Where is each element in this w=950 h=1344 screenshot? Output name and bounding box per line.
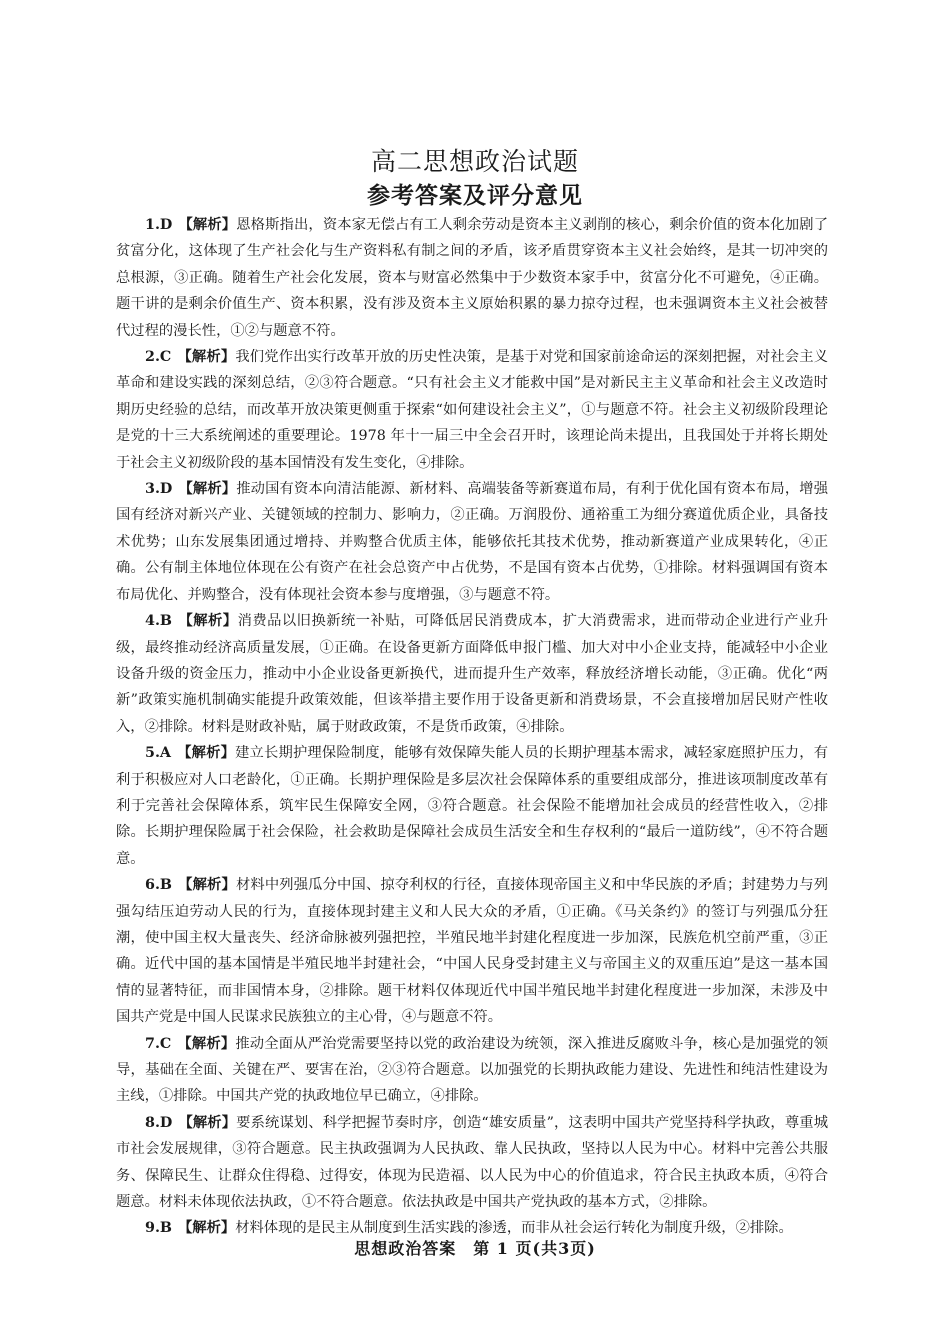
analysis-tag: 【解析】 bbox=[178, 877, 236, 894]
answer-text: 推动国有资本向清洁能源、新材料、高端装备等新赛道布局，有利于优化国有资本布局，增强国有经济对新兴产业、关键领域的控制力、影响力，②正确。万润股份、通裕重工为细分赛道优质企业，具备技术优势；山东发展集团通过增持、并购整合优质主体，能够依托其技术优势，推动新赛道产业成果转化，④正确。公有制主体地位体现在公有资产在社会总资产中占优势，不是国有资本占优势，①排除。材料强调国有资本布局优化、并购整合，没有体现社会资本参与度增强，③与题意不符。 bbox=[116, 481, 828, 603]
answer-number: 1.D bbox=[145, 217, 173, 233]
answer-text: 恩格斯指出，资本家无偿占有工人剩余劳动是资本主义剥削的核心，剩余价值的资本化加剧了贫富分化，这体现了生产社会化与生产资料私有制之间的矛盾，该矛盾贯穿资本主义社会始终，是其一切冲突的总根源，③正确。随着生产社会化发展，资本与财富必然集中于少数资本家手中，贫富分化不可避免，④正确。题干讲的是剩余价值生产、资本积累，没有涉及资本主义原始积累的暴力掠夺过程，也未强调资本主义社会被替代过程的漫长性，①②与题意不符。 bbox=[116, 217, 828, 339]
answer-number: 4.B bbox=[145, 613, 173, 630]
analysis-tag: 【解析】 bbox=[178, 1220, 236, 1237]
answer-item bbox=[116, 344, 828, 476]
analysis-tag: 【解析】 bbox=[177, 745, 236, 762]
answer-item bbox=[116, 212, 828, 344]
page-footer: 思想政治答案 第 1 页(共3页) bbox=[354, 1239, 596, 1258]
analysis-tag: 【解析】 bbox=[178, 1114, 237, 1131]
answer-item bbox=[116, 476, 828, 608]
answer-number: 3.D bbox=[145, 481, 173, 498]
answer-text: 我们党作出实行改革开放的历史性决策，是基于对党和国家前途命运的深刻把握，对社会主义革命和建设实践的深刻总结，②③符合题意。“只有社会主义才能救中国”是对新民主主义革命和社会主义改造时期历史经验的总结，而改革开放决策更侧重于探索“如何建设社会主义”，①与题意不符。社会主义初级阶段理论是党的十三大系统阐述的重要理论。1978 年十一届三中全会召开时，该理论尚未提出，且我国处于并将长期处于社会主义初级阶段的基本国情没有发生变化，④排除。 bbox=[116, 349, 829, 471]
page-subtitle: 参考答案及评分意见 bbox=[367, 182, 583, 209]
answer-number: 5.A bbox=[145, 745, 172, 762]
analysis-tag: 【解析】 bbox=[178, 481, 237, 498]
answer-item bbox=[116, 740, 828, 872]
answer-text: 建立长期护理保险制度，能够有效保障失能人员的长期护理基本需求，减轻家庭照护压力，有利于积极应对人口老龄化，①正确。长期护理保险是多层次社会保障体系的重要组成部分，推进该项制度改革有利于完善社会保障体系，筑牢民生保障安全网，③符合题意。社会保险不能增加社会成员的经营性收入，②排除。长期护理保险属于社会保险，社会救助是保障社会成员生活安全和生存权利的“最后一道防线”，④不符合题意。 bbox=[116, 745, 829, 867]
analysis-tag: 【解析】 bbox=[177, 349, 236, 366]
answer-number: 7.C bbox=[145, 1035, 172, 1052]
answer-list bbox=[116, 212, 828, 1242]
answer-number: 6.B bbox=[145, 877, 173, 894]
answer-text: 推动全面从严治党需要坚持以党的政治建设为统领，深入推进反腐败斗争，核心是加强党的领导，基础在全面、关键在严、要害在治，②③符合题意。以加强党的长期执政能力建设、先进性和纯洁性建设为主线，①排除。中国共产党的执政地位早已确立，④排除。 bbox=[116, 1035, 829, 1105]
answer-item bbox=[116, 1031, 828, 1110]
answer-number: 8.D bbox=[145, 1114, 173, 1131]
answer-item bbox=[116, 1110, 828, 1216]
analysis-tag: 【解析】 bbox=[178, 217, 237, 233]
answer-text: 材料中列强瓜分中国、掠夺利权的行径，直接体现帝国主义和中华民族的矛盾；封建势力与列强勾结压迫劳动人民的行为，直接体现封建主义和人民大众的矛盾，①正确。《马关条约》的签订与列强瓜分狂潮，使中国主权大量丧失、经济命脉被列强把控，半殖民地半封建化程度进一步加深，民族危机空前严重，③正确。近代中国的基本国情是半殖民地半封建社会，“中国人民身受封建主义与帝国主义的双重压迫”是这一基本国情的显著特征，而非国情本身，②排除。题干材料仅体现近代中国半殖民地半封建化程度进一步加深，未涉及中国共产党是中国人民谋求民族独立的主心骨，④与题意不符。 bbox=[116, 877, 829, 1026]
answer-item bbox=[116, 608, 828, 740]
answer-text: 消费品以旧换新统一补贴，可降低居民消费成本，扩大消费需求，进而带动企业进行产业升级，最终推动经济高质量发展，①正确。在设备更新方面降低申报门槛、加大对中小企业支持，能减轻中小企业设备升级的资金压力，推动中小企业设备更新换代，进而提升生产效率，释放经济增长动能，③正确。优化“两新”政策实施机制确实能提升政策效能，但该举措主要作用于设备更新和消费场景，不会直接增加居民财产性收入，②排除。材料是财政补贴，属于财政政策，不是货币政策，④排除。 bbox=[116, 613, 829, 735]
answer-number: 2.C bbox=[145, 349, 172, 366]
answer-text: 要系统谋划、科学把握节奏时序，创造“雄安质量”，这表明中国共产党坚持科学执政，尊重城市社会发展规律，③符合题意。民主执政强调为人民执政、靠人民执政，坚持以人民为中心。材料中完善公共服务、保障民生、让群众住得稳、过得安，体现为民造福、以人民为中心的价值追求，符合民主执政本质，④符合题意。材料未体现依法执政，①不符合题意。依法执政是中国共产党执政的基本方式，②排除。 bbox=[116, 1114, 828, 1211]
answer-item bbox=[116, 872, 828, 1030]
answer-number: 9.B bbox=[145, 1220, 173, 1237]
analysis-tag: 【解析】 bbox=[177, 1035, 236, 1052]
page-title: 高二思想政治试题 bbox=[370, 147, 579, 176]
analysis-tag: 【解析】 bbox=[178, 613, 238, 630]
answer-text: 材料体现的是民主从制度到生活实践的渗透，而非从社会运行转化为制度升级，②排除。 bbox=[235, 1220, 793, 1237]
